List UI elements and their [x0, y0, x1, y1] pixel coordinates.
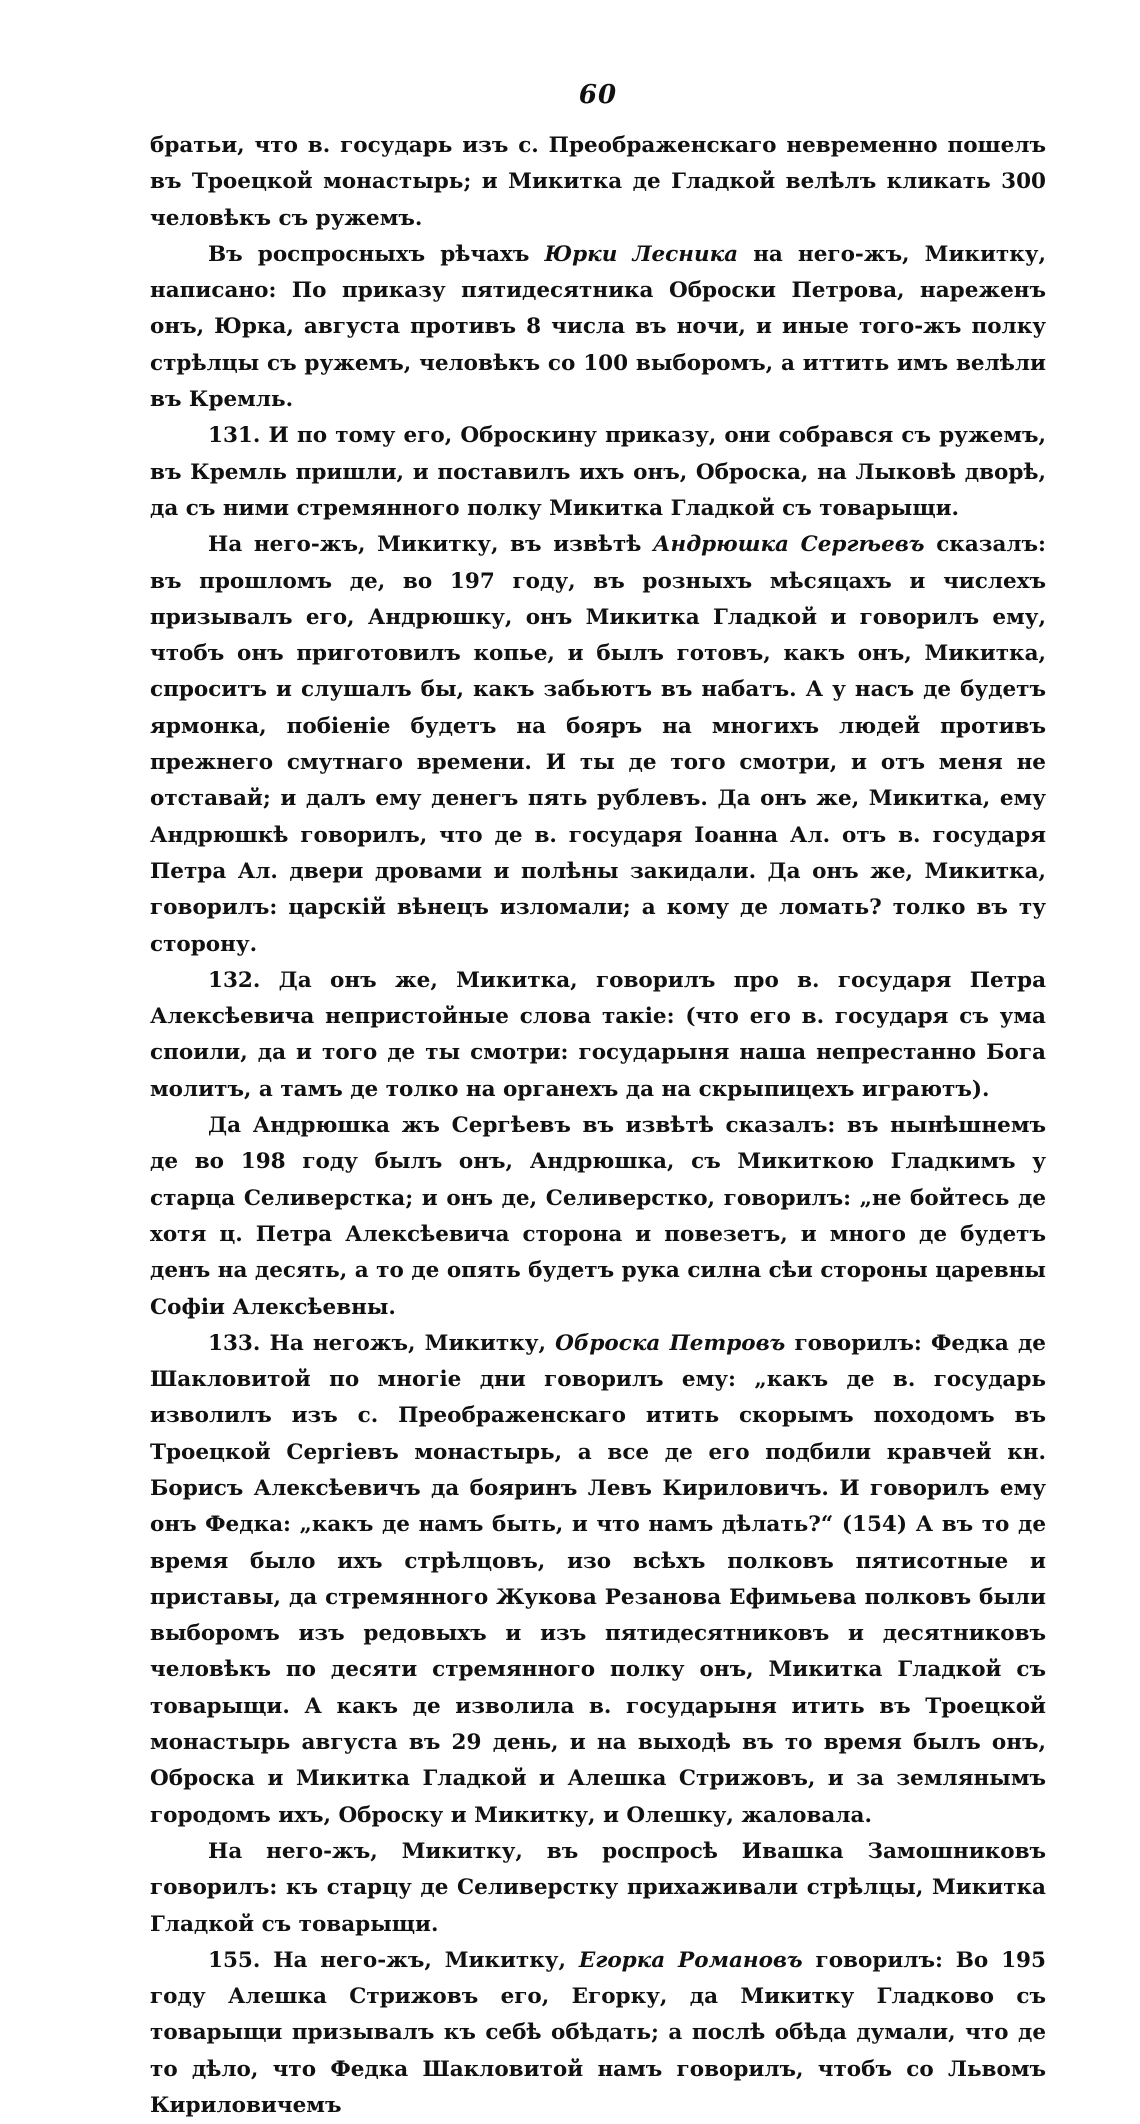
italic-name: Андрюшка Сергѣевъ	[653, 532, 925, 558]
paragraph	[150, 1108, 1046, 1326]
text-run: На него-жъ, Микитку, въ извѣтѣ	[208, 532, 654, 558]
paragraph	[150, 128, 1046, 237]
text-run: 131. И по тому его, Оброскину приказу, они собрався съ ружемъ, въ Кремль пришли, и поставилъ ихъ онъ, Оброска, на Лыковѣ дворѣ, да съ ними стремянного полку Микитка Гладкой съ товарыщи.	[150, 423, 1046, 521]
text-run: 133. На негожъ, Микитку,	[208, 1330, 556, 1356]
paragraph	[150, 963, 1046, 1108]
text-run: говорилъ: Во 195 году Алешка Стрижовъ его, Егорку, да Микитку Гладково съ товарыщи призывалъ къ себѣ обѣдать; а послѣ обѣда думали, что де то дѣло, что Федка Шакловитой намъ говорилъ, чтобъ со Львомъ Кириловичемъ	[150, 1947, 1046, 2119]
text-run: на него-жъ, Микитку, написано: По приказу пятидесятника Оброски Петрова, нареженъ онъ, Юрка, августа противъ 8 числа въ ночи, и иные того-жъ полку стрѣлцы съ ружемъ, человѣкъ со 100 выборомъ, а иттить имъ велѣли въ Кремль.	[150, 241, 1046, 413]
text-run: Въ роспросныхъ рѣчахъ	[208, 241, 545, 267]
paragraph	[150, 1834, 1046, 1943]
text-run: 155. На него-жъ, Микитку,	[208, 1947, 579, 1973]
italic-name: Оброска Петровъ	[555, 1330, 786, 1356]
text-run: 132. Да онъ же, Микитка, говорилъ про в. государя Петра Алексѣевича непристойные слова такіе: (что его в. государя съ ума споили, да и того де ты смотри: государыня наша непрестанно Бога молитъ, а тамъ де толко на органехъ да на скрыпицехъ играютъ).	[150, 967, 1046, 1102]
page-number: 60	[578, 80, 618, 110]
text-run: Да Андрюшка жъ Сергѣевъ въ извѣтѣ сказалъ: въ нынѣшнемъ де во 198 году былъ онъ, Андрюшка, съ Микиткою Гладкимъ у старца Селиверстка; и онъ де, Селиверстко, говорилъ: „не бойтесь де хотя ц. Петра Алексѣевича сторона и повезетъ, и много де будетъ денъ на десять, а то де опять будетъ рука силна сѣи стороны царевны Софіи Алексѣевны.	[150, 1113, 1046, 1320]
text-run: сказалъ: въ прошломъ де, во 197 году, въ розныхъ мѣсяцахъ и числехъ призывалъ его, Андрюшку, онъ Микитка Гладкой и говорилъ ему, чтобъ онъ приготовилъ копье, и былъ готовъ, какъ онъ, Микитка, спроситъ и слушалъ бы, какъ забьютъ въ набатъ. А у насъ де будетъ ярмонка, побіеніе будетъ на бояръ на многихъ людей противъ прежнего смутнаго времени. И ты де того смотри, и отъ меня не отставай; и далъ ему денегъ пять рублевъ. Да онъ же, Микитка, ему Андрюшкѣ говорилъ, что де в. государя Іоанна Ал. отъ в. государя Петра Ал. двери дровами и полѣны закидали. Да онъ же, Микитка, говорилъ: царскій вѣнецъ изломали; а кому де ломать? толко въ ту сторону.	[150, 532, 1046, 957]
text-run: братьи, что в. государь изъ с. Преображенскаго невременно пошелъ въ Троецкой монастырь; и Микитка де Гладкой велѣлъ кликать 300 человѣкъ съ ружемъ.	[150, 133, 1046, 231]
text-run: говорилъ: Федка де Шакловитой по многіе дни говорилъ ему: „какъ де в. государь изволилъ изъ с. Преображенскаго итить скорымъ походомъ въ Троецкой Сергіевъ монастырь, а все де его подбили кравчей кн. Борисъ Алексѣевичъ да бояринъ Левъ Кириловичъ. И говорилъ ему онъ Федка: „какъ де намъ быть, и что намъ дѣлать?“ (154) А въ то де время было ихъ стрѣлцовъ, изо всѣхъ полковъ пятисотные и приставы, да стремянного Жукова Резанова Ефимьева полковъ были выборомъ изъ редовыхъ и изъ пятидесятниковъ и десятниковъ человѣкъ по десяти стремянного полку онъ, Микитка Гладкой съ товарыщи. А какъ де изволила в. государыня итить въ Троецкой монастырь августа въ 29 день, и на выходѣ въ то время былъ онъ, Оброска и Микитка Гладкой и Алешка Стрижовъ, и за землянымъ городомъ ихъ, Оброску и Микитку, и Олешку, жаловала.	[150, 1330, 1046, 1828]
italic-name: Егорка Романовъ	[578, 1947, 803, 1973]
text-run: На него-жъ, Микитку, въ роспросѣ Ивашка Замошниковъ говорилъ: къ старцу де Селиверстку прихаживали стрѣлцы, Микитка Гладкой съ товарыщи.	[150, 1838, 1046, 1937]
paragraph	[150, 1943, 1046, 2124]
paragraph	[150, 1326, 1046, 1834]
paragraph	[150, 237, 1046, 418]
paragraph	[150, 418, 1046, 527]
italic-name: Юрки Лесника	[544, 241, 739, 267]
book-page	[150, 80, 1046, 2124]
paragraph	[150, 527, 1046, 963]
body-text	[150, 128, 1046, 2124]
